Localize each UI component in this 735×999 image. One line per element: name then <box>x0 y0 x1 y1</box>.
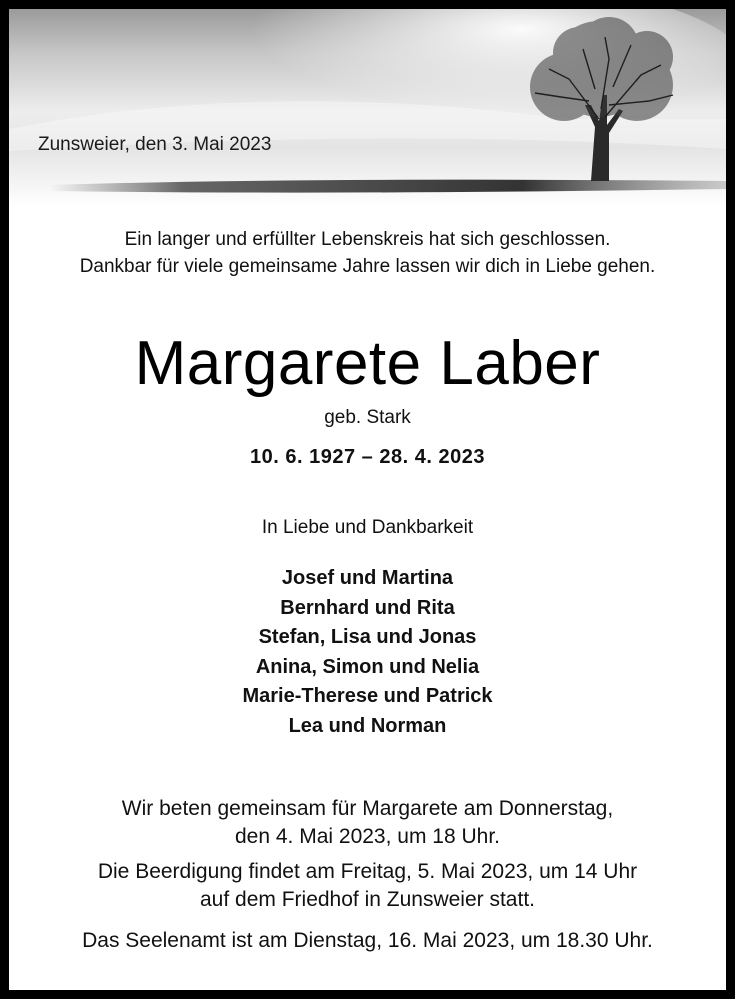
tree-silhouette-icon <box>9 9 726 207</box>
mourner-name: Lea und Norman <box>288 714 447 737</box>
funeral-notice <box>9 858 726 914</box>
maiden-name: geb. Stark <box>324 407 411 428</box>
deceased-name: Margarete Laber <box>134 329 601 398</box>
requiem-notice <box>9 927 726 955</box>
intro-text <box>9 226 726 280</box>
notice-line: auf dem Friedhof in Zunsweier statt. <box>200 888 535 911</box>
notice-line: Das Seelenamt ist am Dienstag, 16. Mai 2023, um 18.30 Uhr. <box>82 929 653 952</box>
mourner-name: Marie-Therese und Patrick <box>242 685 493 708</box>
intro-line: Ein langer und erfüllter Lebenskreis hat sich geschlossen. <box>124 229 611 250</box>
mourner-name: Josef und Martina <box>281 567 454 589</box>
mourner-name: Bernhard und Rita <box>280 596 455 619</box>
notice-line: den 4. Mai 2023, um 18 Uhr. <box>235 825 500 848</box>
notice-line: Die Beerdigung findet am Freitag, 5. Mai 2023, um 14 Uhr <box>97 860 638 883</box>
notice-line: Wir beten gemeinsam für Margarete am Donnerstag, <box>121 797 614 820</box>
mourners-intro: In Liebe und Dankbarkeit <box>261 517 474 538</box>
mourners-list <box>9 564 726 742</box>
life-dates: 10. 6. 1927 – 28. 4. 2023 <box>250 446 485 468</box>
mourner-name: Anina, Simon und Nelia <box>255 655 480 678</box>
place-date: Zunsweier, den 3. Mai 2023 <box>38 134 272 155</box>
prayer-notice <box>9 795 726 851</box>
header-image <box>9 9 726 207</box>
intro-line: Dankbar für viele gemeinsame Jahre lassen wir dich in Liebe gehen. <box>79 256 656 277</box>
mourner-name: Stefan, Lisa und Jonas <box>258 626 477 649</box>
